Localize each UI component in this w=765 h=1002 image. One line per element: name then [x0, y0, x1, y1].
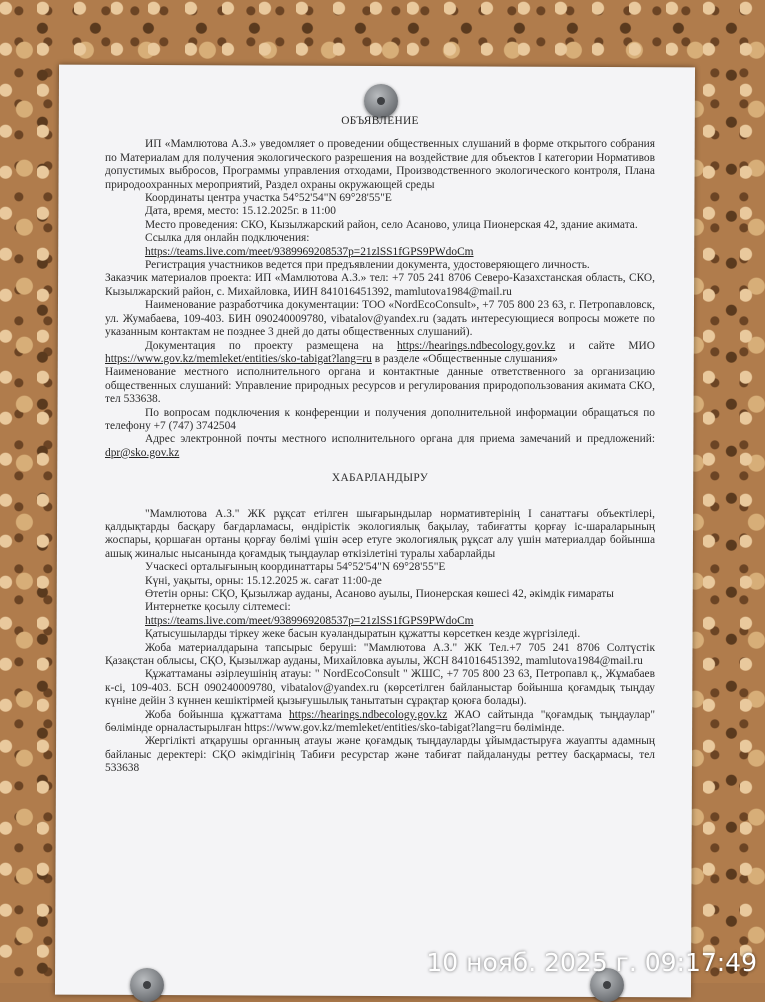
- ru-email: Адрес электронной почты местного исполнительного органа для приема замечаний и предложений: dpr@sko.gov.kz: [105, 433, 655, 459]
- kz-hearings-link[interactable]: https://hearings.ndbecology.gov.kz: [289, 708, 448, 721]
- ru-coords: Координаты центра участка 54°52'54"N 69°28'55"E: [145, 192, 392, 205]
- kz-place: Өтетін орны: СҚО, Қызылжар ауданы, Асаново ауылы, Пионерская көшесі 42, әкімдік ғимараты: [145, 588, 614, 600]
- ru-organ: Наименование местного исполнительного органа и контактные данные ответственного за организацию общественных слушаний: Управление природных ресурсов и регулирования природопользования акимата СКО, тел 533638.: [105, 366, 655, 406]
- kz-link-label: Интернетке қосылу сілтемесі:: [145, 601, 291, 614]
- kz-title: ХАБАРЛАНДЫРУ: [331, 472, 429, 485]
- ru-meeting-link[interactable]: https://teams.live.com/meet/9389969208537p=21zlSS1fGPS9PWdoCm: [145, 245, 474, 258]
- ru-registration: Регистрация участников ведется при предъявлении документа, удостоверяющего личность.: [145, 259, 590, 272]
- ru-link-label: Ссылка для онлайн подключения:: [145, 232, 310, 245]
- kz-organ: Жергілікті атқарушы органның атауы және қоғамдық тыңдауларды ұйымдастыруға жауапты адамның байланыс деректері: СҚО әкімдігінің Табиғи ресурстар және табиғат пайдалануды реттеу басқармасы, тел 533638: [105, 735, 655, 775]
- push-pin-icon: [130, 968, 164, 1002]
- notice-text: [105, 115, 655, 776]
- ru-docs: Документация по проекту размещена на https://hearings.ndbecology.gov.kz и сайте МИО https://www.gov.kz/memleket/entities/sko-tabigat?lang=ru в разделе «Общественные слушания»: [105, 339, 655, 365]
- email-link[interactable]: dpr@sko.gov.kz: [105, 446, 180, 459]
- ru-customer: Заказчик материалов проекта: ИП «Мамлютова А.З.» тел: +7 705 241 8706 Северо-Казахстанская область, СКО, Кызылжарский район, с. Михайловка, ИИН 841016451392, mamlutova1984@mail.ru: [105, 272, 655, 298]
- kz-customer: Жоба материалдарына тапсырыс беруші: "Мамлютова А.З." ЖК Тел.+7 705 241 8706 Солтүстік Қазақстан облысы, СҚО, Қызылжар ауданы, Михайловка ауылы, ЖСН 841016451392, mamlutova1984@mail.ru: [105, 641, 655, 668]
- ru-questions: По вопросам подключения к конференции и получения дополнительной информации обращаться по телефону +7 (747) 3742504: [105, 406, 655, 432]
- kz-registration: Қатысушыларды тіркеу жеке басын куәландыратын құжатты көрсеткен кезде жүргізіледі.: [145, 628, 581, 641]
- ru-title: ОБЪЯВЛЕНИЕ: [341, 115, 419, 127]
- kz-developer: Құжаттаманы әзірлеушінің атауы: " NordEcoConsult " ЖШС, +7 705 800 23 63, Петропавл қ., Жұмабаев к-сі, 109-403. БСН 090240009780, vibatalov@yandex.ru (көрсетілген байланыстар бойынша қоғамдық тыңдау күніне дейін 3 күннен кешіктірмей қызығушылық танытатын сұрақтар қоюға болады).: [105, 668, 655, 708]
- kz-docs: Жоба бойынша құжаттама https://hearings.ndbecology.gov.kz ЖАО сайтында "қоғамдық тыңдаулар" бөлімінде орналастырылған https://www.gov.kz/memleket/entities/sko-tabigat?lang=ru бөлімінде.: [105, 708, 655, 735]
- kz-intro: "Мамлютова А.З." ЖК рұқсат етілген шығарындылар нормативтерінің I санаттағы объектілері, қалдықтарды басқару бағдарламасы, өндірістік экологиялық бақылау, табиғатты қорғау іс-шараларының жоспары, қоршаған ортаны қорғау бөлімі үшін әсер етуге экологиялық рұқсат алу үшін материалдар бойынша ашық жиналыс нысанында қоғамдық тыңдаулар өткізілетіні туралы хабарлайды: [105, 507, 655, 560]
- ru-developer: Наименование разработчика документации: ТОО «NordEcoConsult», +7 705 800 23 63, г. Петропавловск, ул. Жумабаева, 109-403. БИН 090240009780, vibatalov@yandex.ru (задать интересующиеся вопросы можете по указанным контактам не позднее 3 дней до даты общественных слушаний).: [105, 299, 655, 339]
- ru-date: Дата, время, место: 15.12.2025г. в 11:00: [145, 205, 336, 218]
- kz-meeting-link[interactable]: https://teams.live.com/meet/9389969208537p=21zlSS1fGPS9PWdoCm: [145, 614, 474, 627]
- photo-timestamp: 10 нояб. 2025 г. 09:17:49: [426, 948, 757, 977]
- ru-place: Место проведения: СКО, Кызылжарский район, село Асаново, улица Пионерская 42, здание акимата.: [145, 218, 638, 231]
- kz-coords: Учаскесі орталығының координаттары 54°52'54"N 69°28'55"E: [145, 561, 446, 574]
- gov-link[interactable]: https://www.gov.kz/memleket/entities/sko-tabigat?lang=ru: [105, 352, 372, 365]
- kz-date: Күні, уақыты, орны: 15.12.2025 ж. сағат 11:00-де: [145, 574, 382, 587]
- ru-intro: ИП «Мамлютова А.З.» уведомляет о проведении общественных слушаний в форме открытого собрания по Материалам для получения экологического разрешения на воздействие для объектов I категории Нормативов допустимых выбросов, Программы управления отходами, Производственного экологического контроля, Плана природоохранных мероприятий, Раздел охраны окружающей среды: [105, 138, 655, 191]
- push-pin-icon: [364, 84, 398, 118]
- hearings-link[interactable]: https://hearings.ndbecology.gov.kz: [396, 339, 556, 352]
